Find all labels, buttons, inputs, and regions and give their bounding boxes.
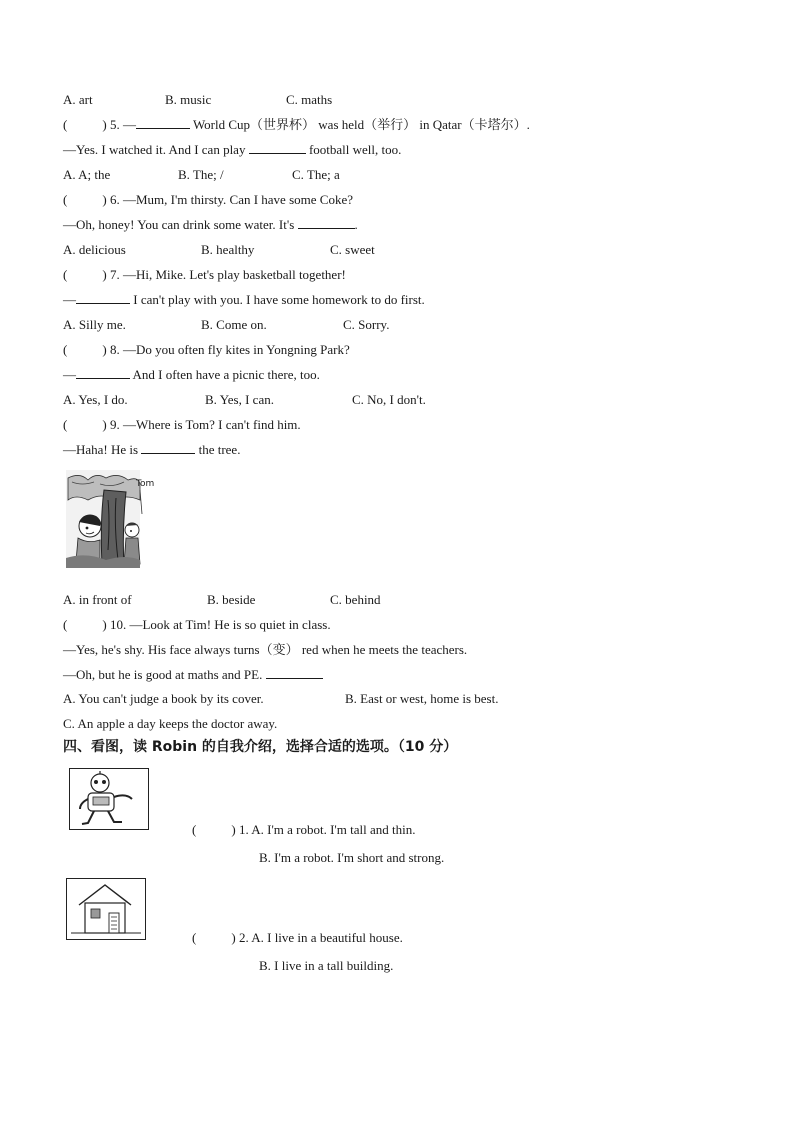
q7-option-b: B. Come on. — [201, 317, 267, 332]
q7-answer: — I can't play with you. I have some homework to do first. — [63, 292, 425, 307]
answer-blank[interactable] — [76, 367, 130, 379]
q8-question: ( ) 8. —Do you often fly kites in Yongning Park? — [63, 342, 350, 357]
q8-option-a: A. Yes, I do. — [63, 392, 128, 407]
q4-option-b: B. music — [165, 92, 212, 107]
answer-paren-open: ( — [192, 930, 197, 945]
answer-paren-close: ) — [102, 267, 107, 282]
q6-option-a: A. delicious — [63, 242, 126, 257]
s4-q2-line-b: B. I live in a tall building. — [259, 958, 394, 973]
answer-paren-close: ) — [102, 617, 107, 632]
q4-option-c: C. maths — [286, 92, 333, 107]
q9-option-a: A. in front of — [63, 592, 132, 607]
q10-line2: —Yes, he's shy. His face always turns（变） red when he meets the teachers. — [63, 642, 468, 657]
answer-paren-close: ) — [102, 117, 107, 132]
q10-option-c: C. An apple a day keeps the doctor away. — [63, 716, 278, 731]
answer-blank[interactable] — [76, 292, 130, 304]
answer-blank[interactable] — [298, 217, 355, 229]
q10-question: ( ) 10. —Look at Tim! He is so quiet in class. — [63, 617, 331, 632]
answer-blank[interactable] — [141, 442, 195, 454]
q4-option-a: A. art — [63, 92, 93, 107]
q5-option-b: B. The; / — [178, 167, 224, 182]
q9-option-b: B. beside — [207, 592, 256, 607]
s4-q2-line-a: ( ) 2. A. I live in a beautiful house. — [192, 930, 403, 945]
q5-option-c: C. The; a — [292, 167, 340, 182]
q9-answer: —Haha! He is the tree. — [63, 442, 241, 457]
answer-paren-close: ) — [102, 342, 107, 357]
house-picture — [66, 878, 146, 940]
robot-picture — [69, 768, 149, 830]
q5-question: ( ) 5. — World Cup（世界杯） was held（举行） in Qatar（卡塔尔）. — [63, 117, 530, 132]
tree-hiding-picture — [66, 470, 166, 570]
q9-option-c: C. behind — [330, 592, 381, 607]
q6-option-b: B. healthy — [201, 242, 255, 257]
q10-option-b: B. East or west, home is best. — [345, 691, 499, 706]
q7-question: ( ) 7. —Hi, Mike. Let's play basketball together! — [63, 267, 346, 282]
q6-answer: —Oh, honey! You can drink some water. It's . — [63, 217, 358, 232]
q8-answer: — And I often have a picnic there, too. — [63, 367, 320, 382]
answer-paren-close: ) — [231, 822, 236, 837]
answer-blank[interactable] — [249, 142, 306, 154]
answer-blank[interactable] — [136, 117, 190, 129]
robot-illustration — [70, 769, 148, 829]
q6-question: ( ) 6. —Mum, I'm thirsty. Can I have some Coke? — [63, 192, 353, 207]
answer-paren-close: ) — [231, 930, 236, 945]
q7-option-a: A. Silly me. — [63, 317, 126, 332]
answer-paren-open: ( — [63, 267, 68, 282]
q10-option-a: A. You can't judge a book by its cover. — [63, 691, 264, 706]
q6-option-c: C. sweet — [330, 242, 375, 257]
answer-paren-open: ( — [63, 192, 68, 207]
q9-question: ( ) 9. —Where is Tom? I can't find him. — [63, 417, 301, 432]
answer-paren-open: ( — [63, 342, 68, 357]
q7-option-c: C. Sorry. — [343, 317, 390, 332]
q8-option-b: B. Yes, I can. — [205, 392, 274, 407]
tom-label: Tom — [136, 479, 155, 489]
answer-paren-open: ( — [63, 617, 68, 632]
answer-blank[interactable] — [266, 667, 323, 679]
answer-paren-close: ) — [102, 192, 107, 207]
house-illustration — [67, 879, 145, 939]
q5-option-a: A. A; the — [63, 167, 111, 182]
s4-q1-line-a: ( ) 1. A. I'm a robot. I'm tall and thin. — [192, 822, 416, 837]
answer-paren-open: ( — [63, 417, 68, 432]
answer-paren-open: ( — [63, 117, 68, 132]
q5-answer: —Yes. I watched it. And I can play football well, too. — [63, 142, 402, 157]
section-heading: 四、看图，读 Robin 的自我介绍，选择合适的选项。（10 分） — [63, 739, 458, 755]
s4-q1-line-b: B. I'm a robot. I'm short and strong. — [259, 850, 445, 865]
answer-paren-close: ) — [102, 417, 107, 432]
answer-paren-open: ( — [192, 822, 197, 837]
q8-option-c: C. No, I don't. — [352, 392, 426, 407]
q10-line3: —Oh, but he is good at maths and PE. — [63, 667, 323, 683]
